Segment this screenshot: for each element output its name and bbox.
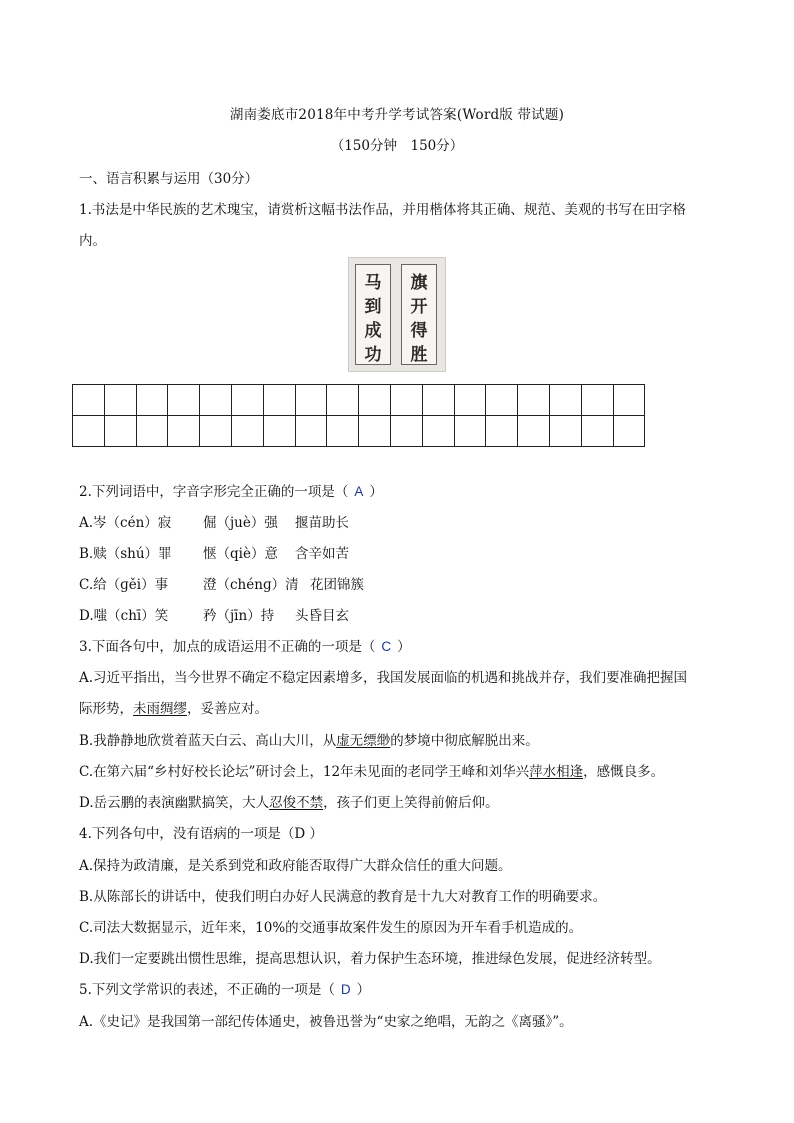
grid-cell[interactable] bbox=[518, 385, 550, 416]
underlined-idiom: 虚无缥缈 bbox=[336, 733, 391, 749]
grid-cell[interactable] bbox=[104, 385, 136, 416]
grid-cell[interactable] bbox=[295, 385, 327, 416]
q4-stem: 4.下列各句中，没有语病的一项是（D ） bbox=[79, 826, 323, 842]
calligraphy-char: 马 bbox=[364, 273, 382, 293]
answer-mark: D bbox=[340, 982, 351, 997]
answer-mark: C bbox=[381, 639, 392, 654]
grid-cell[interactable] bbox=[73, 385, 105, 416]
grid-cell[interactable] bbox=[295, 416, 327, 447]
q1-stem-line1: 1.书法是中华民族的艺术瑰宝，请赏析这幅书法作品，并用楷体将其正确、规范、美观的书写在田字格 bbox=[79, 202, 686, 218]
grid-cell[interactable] bbox=[613, 385, 645, 416]
grid-cell[interactable] bbox=[231, 416, 263, 447]
q3-option-b: B.我静静地欣赏着蓝天白云、高山大川，从虚无缥缈的梦境中彻底解脱出来。 bbox=[79, 733, 539, 749]
calligraphy-char: 旗 bbox=[410, 273, 428, 293]
grid-cell[interactable] bbox=[613, 416, 645, 447]
grid-row bbox=[73, 385, 645, 416]
grid-cell[interactable] bbox=[327, 385, 359, 416]
q3-option-d: D.岳云鹏的表演幽默搞笑，大人忍俊不禁，孩子们更上笑得前俯后仰。 bbox=[79, 795, 499, 811]
writing-grid[interactable] bbox=[72, 384, 645, 447]
section-heading: 一、语言积累与运用（30分） bbox=[79, 171, 259, 187]
grid-cell[interactable] bbox=[136, 385, 168, 416]
grid-cell[interactable] bbox=[168, 416, 200, 447]
grid-cell[interactable] bbox=[486, 416, 518, 447]
q2-option-a: A.岑（cén）寂 倔（juè）强 揠苗助长 bbox=[79, 515, 349, 531]
grid-cell[interactable] bbox=[73, 416, 105, 447]
calligraphy-char: 得 bbox=[410, 321, 428, 341]
grid-cell[interactable] bbox=[454, 385, 486, 416]
q1-stem-line2: 内。 bbox=[79, 233, 106, 249]
grid-cell[interactable] bbox=[168, 385, 200, 416]
grid-cell[interactable] bbox=[549, 416, 581, 447]
grid-cell[interactable] bbox=[581, 416, 613, 447]
grid-cell[interactable] bbox=[359, 416, 391, 447]
q3-option-a-line1: A.习近平指出，当今世界不确定不稳定因素增多，我国发展面临的机遇和挑战并存，我们要准确把握国 bbox=[79, 670, 688, 686]
underlined-idiom: 忍俊不禁 bbox=[269, 795, 324, 811]
calligraphy-char: 胜 bbox=[410, 345, 428, 365]
underlined-idiom: 萍水相逢 bbox=[529, 764, 584, 780]
page-title: 湖南娄底市2018年中考升学考试答案(Word版 带试题) bbox=[229, 107, 565, 123]
grid-cell[interactable] bbox=[486, 385, 518, 416]
q2-option-c: C.给（ɡěi）事 澄（chénɡ）清 花团锦簇 bbox=[79, 577, 364, 593]
grid-cell[interactable] bbox=[136, 416, 168, 447]
calligraphy-image bbox=[348, 257, 446, 372]
q2-option-d: D.嗤（chī）笑 矜（jīn）持 头昏目玄 bbox=[79, 608, 349, 624]
grid-cell[interactable] bbox=[422, 416, 454, 447]
q3-option-a-line2: 际形势，未雨绸缪，妥善应对。 bbox=[79, 701, 268, 717]
q4-option-b: B.从陈部长的讲话中，使我们明白办好人民满意的教育是十九大对教育工作的明确要求。 bbox=[79, 889, 607, 905]
grid-cell[interactable] bbox=[104, 416, 136, 447]
exam-duration: （150分钟 150分） bbox=[330, 138, 464, 154]
grid-cell[interactable] bbox=[231, 385, 263, 416]
grid-cell[interactable] bbox=[200, 385, 232, 416]
grid-cell[interactable] bbox=[390, 385, 422, 416]
calligraphy-char: 到 bbox=[364, 297, 382, 317]
q4-option-d: D.我们一定要跳出惯性思维，提高思想认识，着力保护生态环境，推进绿色发展，促进经济转型。 bbox=[79, 951, 661, 967]
grid-cell[interactable] bbox=[518, 416, 550, 447]
q2-option-b: B.赎（shú）罪 惬（qiè）意 含辛如苦 bbox=[79, 546, 349, 562]
calligraphy-char: 成 bbox=[364, 321, 382, 341]
q5-stem: 5.下列文学常识的表述，不正确的一项是（ D ） bbox=[79, 982, 371, 998]
grid-cell[interactable] bbox=[200, 416, 232, 447]
underlined-idiom: 未雨绸缪 bbox=[133, 701, 187, 717]
calligraphy-scroll-left bbox=[355, 264, 391, 365]
q3-option-c: C.在第六届“乡村好校长论坛”研讨会上，12年未见面的老同学王峰和刘华兴萍水相逢，感慨良多。 bbox=[79, 764, 665, 780]
grid-cell[interactable] bbox=[263, 416, 295, 447]
q5-option-a: A.《史记》是我国第一部纪传体通史，被鲁迅誉为“史家之绝唱，无韵之《离骚》”。 bbox=[79, 1014, 573, 1030]
grid-cell[interactable] bbox=[454, 416, 486, 447]
grid-cell[interactable] bbox=[390, 416, 422, 447]
calligraphy-char: 开 bbox=[410, 297, 428, 317]
q4-option-a: A.保持为政清廉，是关系到党和政府能否取得广大群众信任的重大问题。 bbox=[79, 858, 512, 874]
grid-cell[interactable] bbox=[327, 416, 359, 447]
answer-mark: A bbox=[354, 484, 364, 499]
grid-cell[interactable] bbox=[263, 385, 295, 416]
q3-stem: 3.下面各句中，加点的成语运用不正确的一项是（ C ） bbox=[79, 639, 411, 655]
grid-cell[interactable] bbox=[359, 385, 391, 416]
calligraphy-scroll-right bbox=[401, 264, 437, 365]
grid-cell[interactable] bbox=[581, 385, 613, 416]
q2-stem: 2.下列词语中，字音字形完全正确的一项是（ A ） bbox=[79, 484, 383, 500]
q4-option-c: C.司法大数据显示，近年来，10%的交通事故案件发生的原因为开车看手机造成的。 bbox=[79, 920, 583, 936]
calligraphy-char: 功 bbox=[364, 345, 382, 365]
grid-cell[interactable] bbox=[549, 385, 581, 416]
grid-row bbox=[73, 416, 645, 447]
grid-cell[interactable] bbox=[422, 385, 454, 416]
